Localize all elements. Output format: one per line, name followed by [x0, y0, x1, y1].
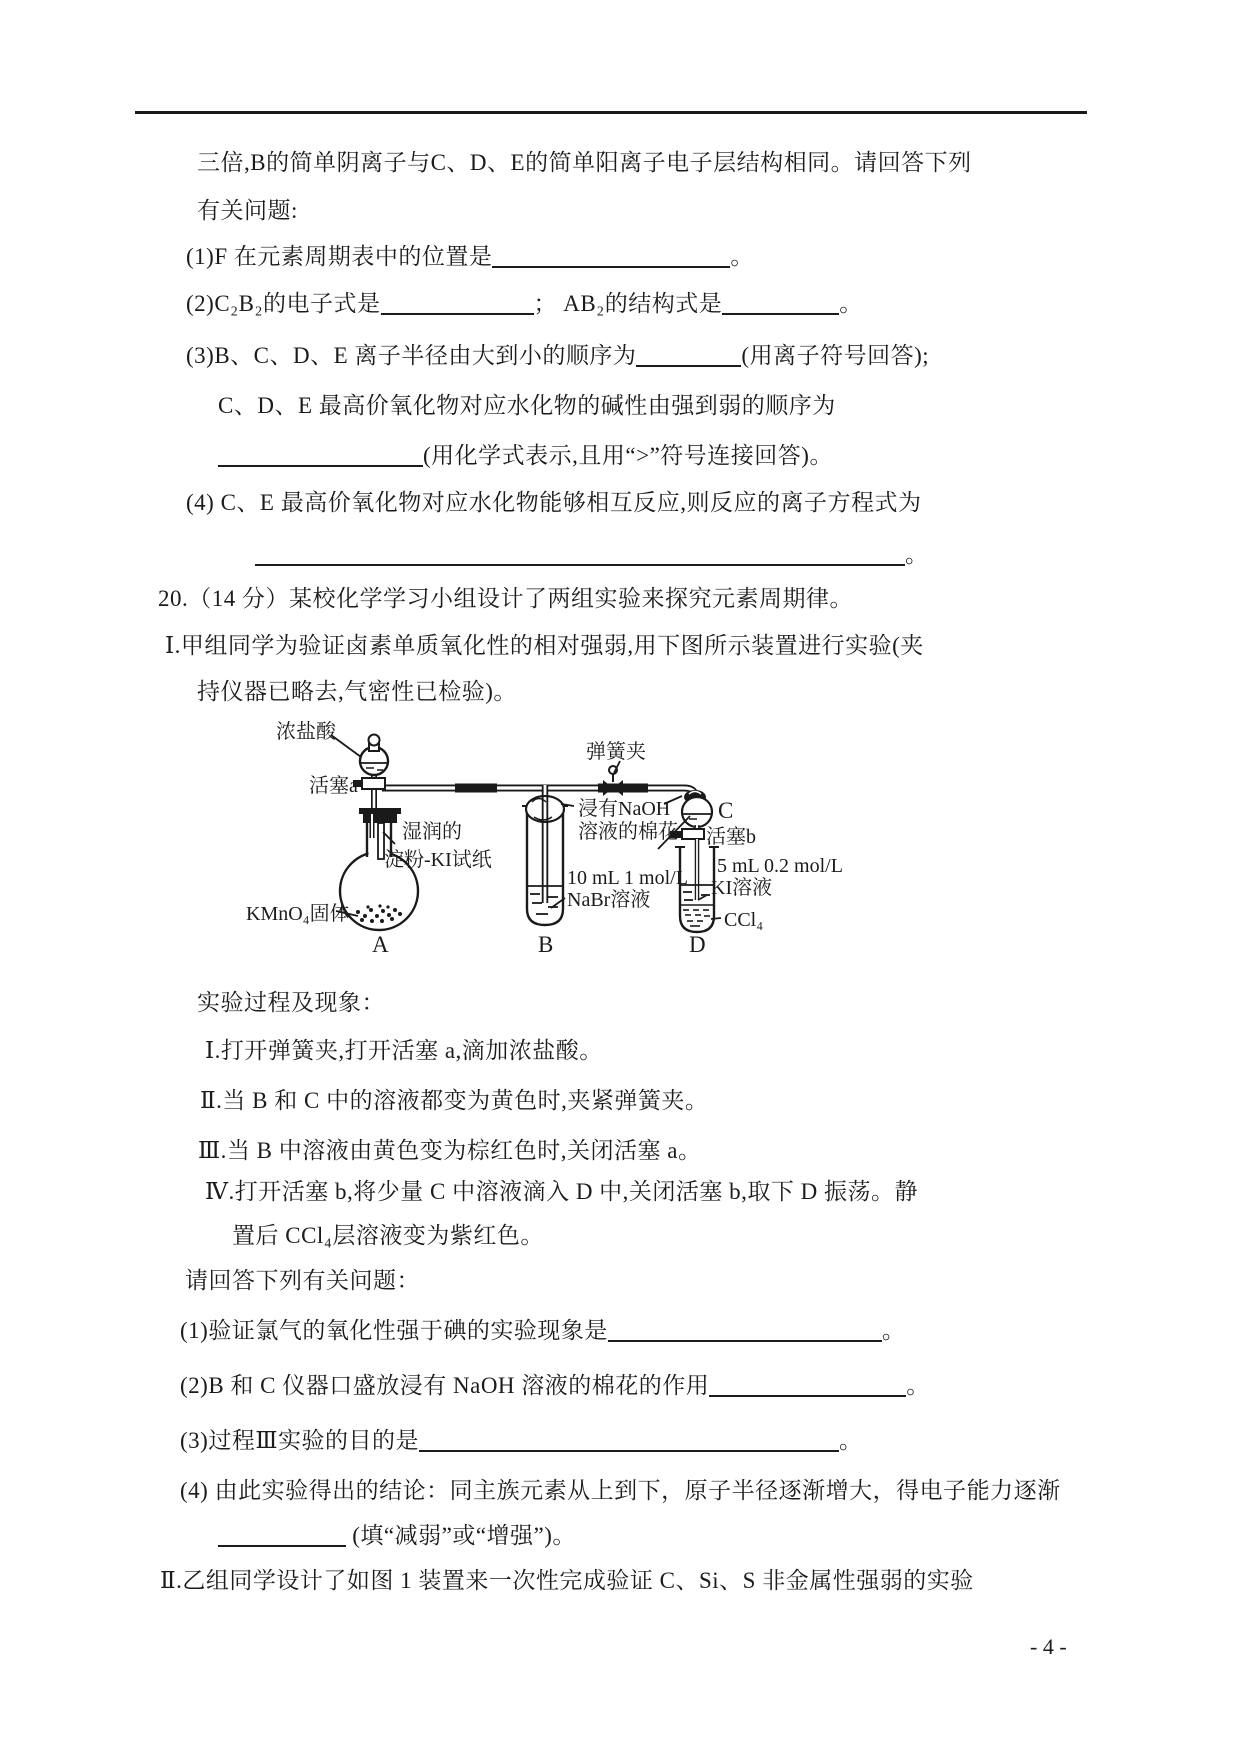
label-ki-2: KI溶液	[711, 877, 773, 899]
q19-sub3-line1	[186, 341, 929, 371]
q20-sub4-line2-text: (填“减弱”或“增强”)。	[346, 1523, 576, 1548]
q20-step4-line2-text: 置后 CCl₄层溶液变为紫红色。	[232, 1223, 544, 1248]
stopcock-b-symbol	[682, 829, 704, 839]
label-ki-1: 5 mL 0.2 mol/L	[717, 855, 843, 877]
q19-sub3-line3-text: (用化学式表示,且用“>”符号连接回答)。	[423, 443, 833, 468]
dropping-funnel	[353, 735, 388, 811]
q19-sub3-blank2	[218, 442, 423, 467]
q20-sub3-period: 。	[839, 1428, 863, 1453]
page-number: - 4 -	[1030, 1634, 1067, 1659]
q19-sub4-line1	[186, 488, 921, 518]
label-moist-1: 湿润的	[402, 821, 462, 843]
label-tube-b: B	[538, 932, 554, 957]
q19-sub2-blank1	[381, 290, 534, 315]
q20-sub1-blank	[608, 1317, 882, 1342]
q19-sub2-blank2	[722, 290, 839, 315]
q20-header-text: 20.（14 分）某校化学学习小组设计了两组实验来探究元素周期律。	[158, 586, 853, 611]
q20-sub4-line2	[218, 1521, 576, 1551]
label-moist-2: 淀粉-KI试纸	[384, 849, 492, 871]
q19-sub4-blank	[255, 541, 905, 566]
q19-intro-line2	[197, 196, 298, 226]
q20-part1-line2-text: 持仪器已略去,气密性已检验)。	[197, 679, 517, 704]
q19-sub1-blank	[492, 243, 730, 268]
q20-step1-text: Ⅰ.打开弹簧夹,打开活塞 a,滴加浓盐酸。	[205, 1038, 603, 1063]
label-naoh-cotton-1: 浸有NaOH	[578, 798, 671, 820]
label-kmno4-solid: KMnO₄固体	[246, 903, 350, 925]
q20-sub4-blank	[218, 1522, 346, 1547]
q19-sub2	[186, 289, 863, 319]
q19-sub2-period: 。	[839, 291, 863, 316]
label-nabr-2: NaBr溶液	[567, 889, 651, 911]
q19-sub1	[186, 242, 754, 272]
q19-sub3-line2	[218, 391, 836, 421]
q20-sub3-blank	[419, 1427, 839, 1452]
q20-ask-text: 请回答下列有关问题：	[185, 1268, 420, 1293]
q20-step2	[200, 1086, 708, 1116]
q20-header	[158, 584, 853, 614]
q20-sub3-text: (3)过程Ⅲ实验的目的是	[180, 1428, 419, 1453]
q19-sub3-line2-text: C、D、E 最高价氧化物对应水化物的碱性由强到弱的顺序为	[218, 393, 836, 418]
label-stopcock-b: 活塞b	[706, 826, 756, 848]
q20-sub2-text: (2)B 和 C 仪器口盛放浸有 NaOH 溶液的棉花的作用	[180, 1373, 710, 1398]
label-bulb-c: C	[718, 798, 734, 823]
q19-sub3-text2: (用离子符号回答);	[741, 343, 930, 368]
label-flask-a: A	[372, 932, 389, 957]
q19-intro2-text: 有关问题:	[197, 198, 298, 223]
q20-step2-text: Ⅱ.当 B 和 C 中的溶液都变为黄色时,夹紧弹簧夹。	[200, 1088, 709, 1113]
q20-sub1	[180, 1316, 905, 1346]
q20-sub3	[180, 1426, 863, 1456]
q20-sub2-period: 。	[906, 1373, 930, 1398]
q20-steps-title	[197, 988, 385, 1018]
q20-part1-line1-text: Ⅰ.甲组同学为验证卤素单质氧化性的相对强弱,用下图所示装置进行实验(夹	[165, 633, 924, 658]
q20-sub1-text: (1)验证氯气的氧化性强于碘的实验现象是	[180, 1318, 608, 1343]
rubber-joint-left	[455, 784, 497, 793]
label-spring-clamp: 弹簧夹	[586, 741, 646, 763]
q20-ask	[185, 1266, 420, 1296]
q19-intro-line1	[197, 148, 972, 178]
q20-step4-line2	[232, 1221, 544, 1251]
q20-sub2-blank	[709, 1372, 906, 1397]
label-naoh-cotton-2: 溶液的棉花	[578, 821, 678, 843]
q20-sub4-line1-text: (4) 由此实验得出的结论：同主族元素从上到下，原子半径逐渐增大，得电子能力逐渐	[180, 1478, 1061, 1503]
label-conc-hcl: 浓盐酸	[276, 721, 336, 743]
q20-sub2	[180, 1371, 930, 1401]
q19-sub1-text: (1)F 在元素周期表中的位置是	[186, 244, 493, 269]
q20-part2-line1-text: Ⅱ.乙组同学设计了如图 1 装置来一次性完成验证 C、Si、S 非金属性强弱的实验	[160, 1568, 974, 1593]
q19-sub2-text2: ； AB₂的结构式是	[533, 291, 723, 316]
q19-sub4-period: 。	[905, 542, 929, 567]
stopcock-a-symbol	[362, 778, 385, 789]
q20-step4-line1	[205, 1177, 918, 1207]
q19-sub3-text1: (3)B、C、D、E 离子半径由大到小的顺序为	[186, 343, 637, 368]
q20-steps-title-text: 实验过程及现象：	[197, 990, 385, 1015]
q20-part2-line1	[160, 1566, 974, 1596]
q20-step1	[205, 1036, 603, 1066]
q19-intro1-text: 三倍,B的简单阴离子与C、D、E的简单阳离子电子层结构相同。请回答下列	[197, 150, 972, 175]
header-rule	[135, 111, 1087, 114]
q20-sub4-line1	[180, 1476, 1061, 1506]
q19-sub4-text: (4) C、E 最高价氧化物对应水化物能够相互反应,则反应的离子方程式为	[186, 490, 922, 515]
label-nabr-1: 10 mL 1 mol/L	[567, 867, 688, 889]
q19-sub2-text1: (2)C₂B₂的电子式是	[186, 291, 381, 316]
q19-sub3-blank1	[636, 342, 741, 367]
label-ccl4: CCl₄	[724, 909, 764, 931]
q19-sub3-line3	[218, 441, 833, 471]
q20-step3	[198, 1136, 701, 1166]
label-stopcock-a: 活塞a	[309, 775, 358, 797]
apparatus-diagram	[212, 698, 852, 970]
label-tube-d: D	[689, 932, 706, 957]
q20-step3-text: Ⅲ.当 B 中溶液由黄色变为棕红色时,关闭活塞 a。	[198, 1138, 702, 1163]
q19-sub1-period: 。	[730, 244, 754, 269]
q20-step4-line1-text: Ⅳ.打开活塞 b,将少量 C 中溶液滴入 D 中,关闭活塞 b,取下 D 振荡。静	[205, 1179, 919, 1204]
q20-part1-line1	[165, 631, 924, 661]
q19-sub4-line2	[255, 540, 929, 570]
q20-sub1-period: 。	[881, 1318, 906, 1343]
